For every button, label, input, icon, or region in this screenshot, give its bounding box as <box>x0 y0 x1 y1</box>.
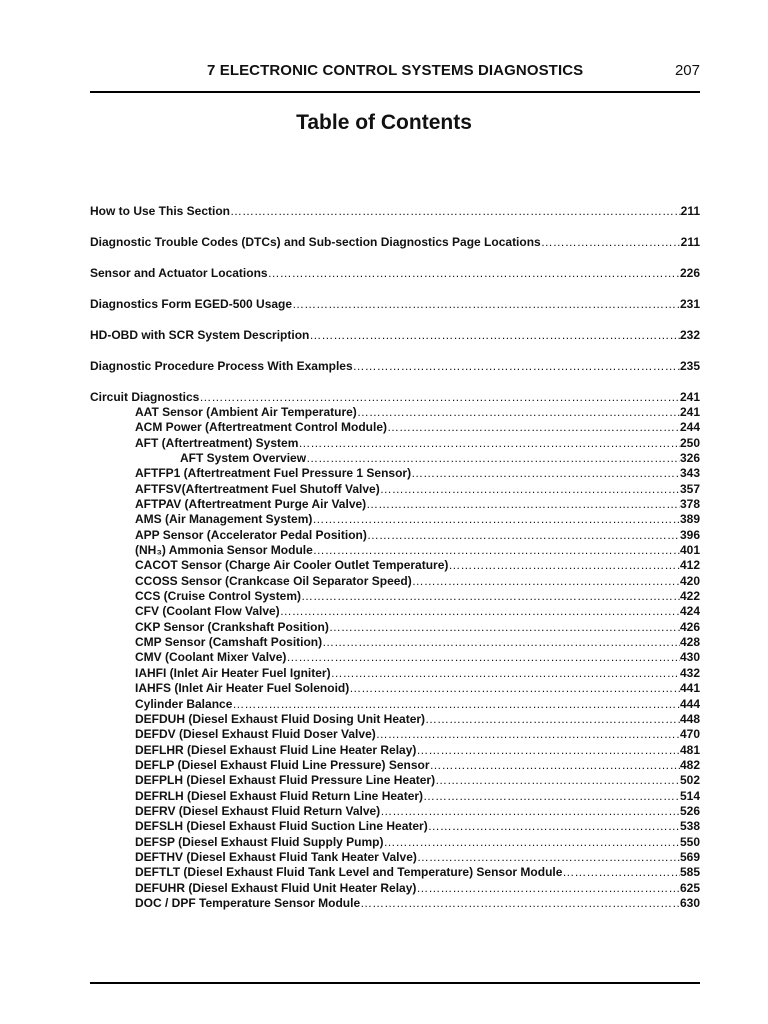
toc-entry[interactable] <box>90 635 700 650</box>
dot-leader <box>423 789 680 804</box>
toc-entry[interactable] <box>90 574 700 589</box>
dot-leader <box>312 512 680 527</box>
toc-entry-label: DEFRLH (Diesel Exhaust Fluid Return Line Heater) <box>135 788 424 803</box>
toc-entry[interactable] <box>90 266 700 281</box>
toc-entry-label: AFTFP1 (Aftertreatment Fuel Pressure 1 Sensor) <box>135 466 412 481</box>
toc-entry-page: 420 <box>679 573 700 588</box>
toc-entry-label: IAHFS (Inlet Air Heater Fuel Solenoid) <box>135 681 350 696</box>
toc-entry-label: AAT Sensor (Ambient Air Temperature) <box>135 404 357 419</box>
dot-leader <box>331 666 680 681</box>
dot-leader <box>353 359 680 374</box>
toc-entry-label: APP Sensor (Accelerator Pedal Position) <box>135 527 367 542</box>
toc-entry-label: Sensor and Actuator Locations <box>90 265 268 280</box>
toc-entry-label: CFV (Coolant Flow Valve) <box>135 604 280 619</box>
dot-leader <box>306 451 680 466</box>
dot-leader <box>322 635 680 650</box>
toc-entry[interactable] <box>90 451 700 466</box>
toc-entry[interactable] <box>90 666 700 681</box>
dot-leader <box>292 297 680 312</box>
toc-entry-page: 412 <box>679 558 700 573</box>
dot-leader <box>286 650 680 665</box>
dot-leader <box>562 865 680 880</box>
toc-entry-page: 550 <box>679 834 700 849</box>
dot-leader <box>383 835 679 850</box>
toc-entry-page: 538 <box>679 819 700 834</box>
toc-entry[interactable] <box>90 466 700 481</box>
toc-entry-page: 426 <box>679 619 700 634</box>
toc-entry[interactable] <box>90 528 700 543</box>
toc-entry-page: 526 <box>679 803 700 818</box>
toc-entry[interactable] <box>90 620 700 635</box>
dot-leader <box>430 758 680 773</box>
toc-entry-page: 630 <box>679 895 700 910</box>
toc-entry[interactable] <box>90 328 700 343</box>
toc-entry[interactable] <box>90 789 700 804</box>
toc-entry-page: 470 <box>679 727 700 742</box>
toc-entry[interactable] <box>90 881 700 896</box>
toc-entry[interactable] <box>90 436 700 451</box>
dot-leader <box>268 266 680 281</box>
toc-entry-label: AFTFSV(Aftertreatment Fuel Shutoff Valve) <box>135 481 380 496</box>
dot-leader <box>280 604 680 619</box>
toc-entry[interactable] <box>90 819 700 834</box>
page-title: Table of Contents <box>296 111 472 134</box>
toc-entry-page: 231 <box>679 296 700 311</box>
dot-leader <box>301 589 680 604</box>
toc-entry-page: 343 <box>679 466 700 481</box>
toc-entry-label: DEFLHR (Diesel Exhaust Fluid Line Heater Relay) <box>135 742 417 757</box>
toc-entry-page: 422 <box>679 589 700 604</box>
dot-leader <box>376 727 680 742</box>
toc-entry-page: 226 <box>679 265 700 280</box>
toc-entry-page: 326 <box>679 451 700 465</box>
toc-entry[interactable] <box>90 650 700 665</box>
toc-entry-page: 481 <box>679 742 700 757</box>
toc-entry[interactable] <box>90 681 700 696</box>
toc-entry[interactable] <box>90 297 700 312</box>
toc-entry-page: 430 <box>679 650 700 665</box>
toc-entry[interactable] <box>90 727 700 742</box>
toc-entry[interactable] <box>90 697 700 712</box>
toc-entry-label: DEFRV (Diesel Exhaust Fluid Return Valve) <box>135 803 381 818</box>
toc-entry-label: DOC / DPF Temperature Sensor Module <box>135 895 361 910</box>
dot-leader <box>416 743 680 758</box>
toc-entry-page: 569 <box>679 849 700 864</box>
toc-entry-label: IAHFI (Inlet Air Heater Fuel Igniter) <box>135 665 331 680</box>
toc-entry-label: CMP Sensor (Camshaft Position) <box>135 635 323 650</box>
toc-entry-label: CKP Sensor (Crankshaft Position) <box>135 619 329 634</box>
toc-entry-page: 389 <box>679 512 700 527</box>
toc-entry[interactable] <box>90 558 700 573</box>
toc-entry-label: DEFTLT (Diesel Exhaust Fluid Tank Level and Temperature) Sensor Module <box>135 865 563 880</box>
toc-entry-label: DEFUHR (Diesel Exhaust Fluid Unit Heater Relay) <box>135 880 417 895</box>
toc-entry-label: DEFDV (Diesel Exhaust Fluid Doser Valve) <box>135 727 376 742</box>
toc-entry-page: 625 <box>679 880 700 895</box>
toc-entry-label: Cylinder Balance <box>135 696 233 711</box>
toc-entry-page: 235 <box>679 358 700 373</box>
dot-leader <box>412 574 680 589</box>
toc-entry-page: 441 <box>679 681 700 696</box>
toc-entry-label: Diagnostic Trouble Codes (DTCs) and Sub-section Diagnostics Page Locations <box>90 234 541 249</box>
toc-entry-label: DEFDUH (Diesel Exhaust Fluid Dosing Unit Heater) <box>135 711 426 726</box>
toc-entry-label: CMV (Coolant Mixer Valve) <box>135 650 287 665</box>
toc-entry[interactable] <box>90 512 700 527</box>
toc-entry[interactable] <box>90 804 700 819</box>
footer-rule <box>90 982 700 984</box>
header-rule <box>90 91 700 93</box>
dot-leader <box>416 881 680 896</box>
dot-leader <box>367 528 680 543</box>
toc-entry[interactable] <box>90 604 700 619</box>
toc-entry-label: DEFTHV (Diesel Exhaust Fluid Tank Heater Valve) <box>135 849 417 864</box>
toc-entry-page: 250 <box>679 435 700 450</box>
toc-entry-label: DEFSLH (Diesel Exhaust Fluid Suction Line Heater) <box>135 819 428 834</box>
toc-entry[interactable] <box>90 758 700 773</box>
dot-leader <box>425 712 680 727</box>
toc-entry-page: 428 <box>679 635 700 650</box>
toc-entry[interactable] <box>90 743 700 758</box>
toc-entry-label: ACM Power (Aftertreatment Control Module) <box>135 420 387 435</box>
toc-entry-label: Circuit Diagnostics <box>90 389 200 404</box>
toc-entry[interactable] <box>90 712 700 727</box>
toc-entry-page: 378 <box>679 497 700 512</box>
toc-entry-label: (NH₃) Ammonia Sensor Module <box>135 543 313 558</box>
dot-leader <box>313 543 680 558</box>
toc-entry-label: DEFPLH (Diesel Exhaust Fluid Pressure Line Heater) <box>135 773 436 788</box>
toc-entry-page: 432 <box>679 665 700 680</box>
toc-entry-label: AFTPAV (Aftertreatment Purge Air Valve) <box>135 497 367 512</box>
toc-entry-label: CCOSS Sensor (Crankcase Oil Separator Speed) <box>135 573 412 588</box>
toc-entry-page: 357 <box>679 481 700 496</box>
toc-entry[interactable] <box>90 204 700 219</box>
toc-entry-page: 585 <box>679 865 700 880</box>
toc-entry-page: 211 <box>680 234 700 249</box>
toc-entry-label: Diagnostics Form EGED-500 Usage <box>90 296 293 311</box>
toc-entry-page: 514 <box>679 788 700 803</box>
toc-entry[interactable] <box>90 543 700 558</box>
toc-entry[interactable] <box>90 405 700 420</box>
toc-entry-page: 211 <box>680 204 700 218</box>
chapter-heading: 7 ELECTRONIC CONTROL SYSTEMS DIAGNOSTICS <box>207 62 584 79</box>
toc-entry-page: 502 <box>679 773 700 788</box>
toc-entry-page: 401 <box>679 543 700 558</box>
page-number: 207 <box>674 62 700 79</box>
toc-entry-label: AFT System Overview <box>180 451 307 465</box>
dot-leader <box>541 235 681 250</box>
dot-leader <box>329 620 680 635</box>
toc-entry-page: 424 <box>679 604 700 619</box>
toc-entry[interactable] <box>90 589 700 604</box>
dot-leader <box>357 405 680 420</box>
toc-entry-page: 448 <box>679 711 700 726</box>
dot-leader <box>349 681 680 696</box>
dot-leader <box>298 436 680 451</box>
toc-entry-label: CCS (Cruise Control System) <box>135 589 302 604</box>
dot-leader <box>435 773 680 788</box>
toc-entry[interactable] <box>90 497 700 512</box>
dot-leader <box>380 804 680 819</box>
toc-entry-page: 241 <box>679 389 700 404</box>
toc-entry[interactable] <box>90 420 700 435</box>
toc-entry[interactable] <box>90 235 700 250</box>
toc-entry[interactable] <box>90 865 700 880</box>
toc-entry-label: Diagnostic Procedure Process With Examples <box>90 358 353 373</box>
dot-leader <box>232 697 680 712</box>
toc-entry-page: 444 <box>679 696 700 711</box>
toc-entry[interactable] <box>90 390 700 405</box>
toc-entry-label: HD-OBD with SCR System Description <box>90 327 310 342</box>
toc-entry-page: 482 <box>679 757 700 772</box>
dot-leader <box>360 896 680 911</box>
page-header <box>90 62 700 92</box>
dot-leader <box>199 390 680 405</box>
toc-entry[interactable] <box>90 850 700 865</box>
toc-entry-label: How to Use This Section <box>90 204 231 218</box>
toc-entry[interactable] <box>90 896 700 911</box>
dot-leader <box>428 819 680 834</box>
toc-entry-label: DEFLP (Diesel Exhaust Fluid Line Pressure) Sensor <box>135 757 430 772</box>
dot-leader <box>448 558 680 573</box>
toc-entry[interactable] <box>90 773 700 788</box>
dot-leader <box>380 482 680 497</box>
dot-leader <box>366 497 680 512</box>
toc-entry-page: 232 <box>679 327 700 342</box>
table-of-contents <box>90 204 700 911</box>
dot-leader <box>230 204 681 219</box>
toc-entry-label: AMS (Air Management System) <box>135 512 313 527</box>
dot-leader <box>387 420 680 435</box>
toc-entry-label: CACOT Sensor (Charge Air Cooler Outlet Temperature) <box>135 558 449 573</box>
toc-entry[interactable] <box>90 359 700 374</box>
toc-entry-page: 396 <box>679 527 700 542</box>
dot-leader <box>309 328 680 343</box>
toc-entry-label: DEFSP (Diesel Exhaust Fluid Supply Pump) <box>135 834 384 849</box>
toc-entry[interactable] <box>90 482 700 497</box>
toc-entry-page: 244 <box>679 420 700 435</box>
dot-leader <box>411 466 680 481</box>
toc-entry[interactable] <box>90 835 700 850</box>
dot-leader <box>417 850 680 865</box>
toc-entry-label: AFT (Aftertreatment) System <box>135 435 299 450</box>
toc-entry-page: 241 <box>679 404 700 419</box>
